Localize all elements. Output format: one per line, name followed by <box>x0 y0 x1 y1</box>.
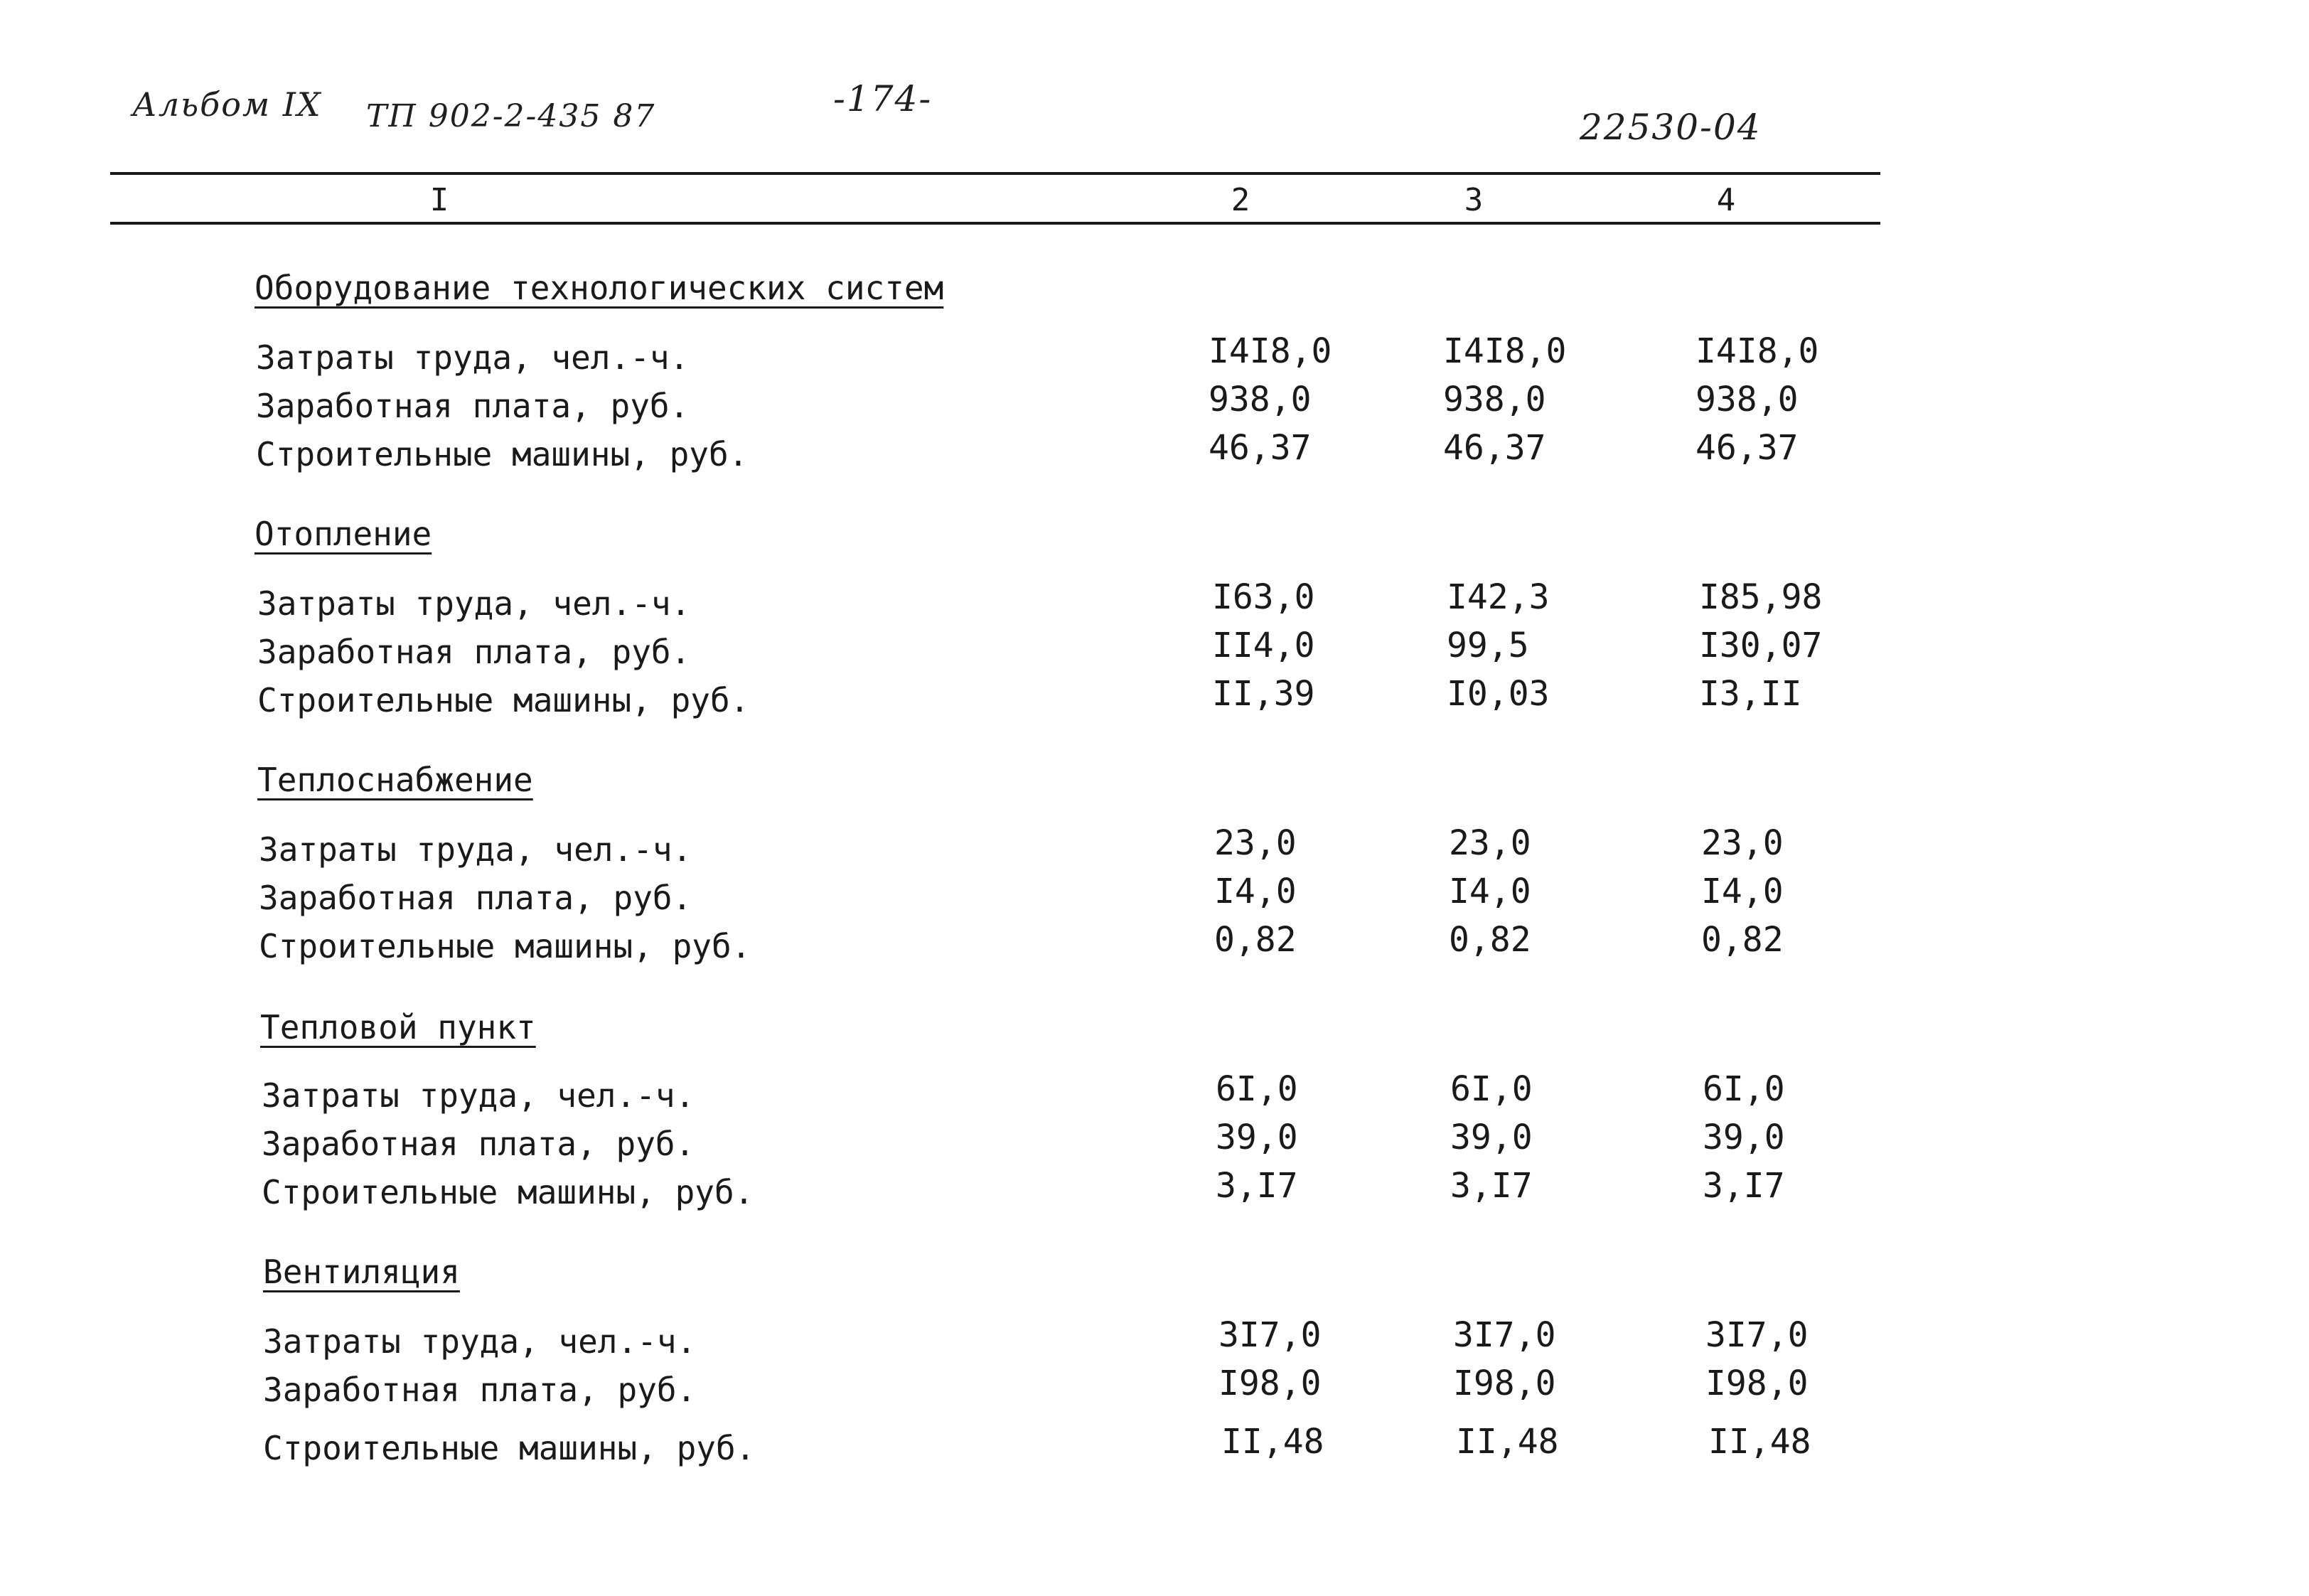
table-cell: I98,0 <box>1218 1364 1322 1403</box>
row-label: Затраты труда, чел.-ч. <box>257 584 691 623</box>
row-label: Заработная плата, руб. <box>263 1371 697 1409</box>
project-code: ТП 902-2-435 87 <box>366 98 656 134</box>
page-number: -174- <box>833 78 933 119</box>
table-cell: II,39 <box>1212 674 1315 714</box>
table-cell: II,48 <box>1221 1422 1324 1462</box>
row-label: Заработная плата, руб. <box>262 1125 695 1163</box>
table-cell: I0,03 <box>1447 674 1550 714</box>
table-cell: 0,82 <box>1214 920 1297 960</box>
table-cell: 46,37 <box>1209 428 1312 468</box>
table-cell: 23,0 <box>1214 823 1297 863</box>
row-label: Заработная плата, руб. <box>259 879 692 917</box>
table-cell: I63,0 <box>1212 577 1315 617</box>
table-cell: I4,0 <box>1701 872 1784 911</box>
row-label: Затраты труда, чел.-ч. <box>262 1076 695 1115</box>
table-cell: 39,0 <box>1216 1118 1298 1157</box>
row-label: Затраты труда, чел.-ч. <box>256 338 690 377</box>
table-cell: I4I8,0 <box>1209 331 1332 371</box>
section-title: Вентиляция <box>263 1253 460 1291</box>
row-label: Строительные машины, руб. <box>262 1173 754 1211</box>
table-cell: I3,II <box>1699 674 1802 714</box>
table-cell: 3I7,0 <box>1453 1315 1556 1355</box>
table-cell: 46,37 <box>1443 428 1546 468</box>
row-label: Затраты труда, чел.-ч. <box>259 830 692 869</box>
section-title: Отопление <box>255 515 432 553</box>
table-cell: 3,I7 <box>1450 1166 1533 1206</box>
table-cell: 23,0 <box>1701 823 1784 863</box>
table-cell: 39,0 <box>1703 1118 1785 1157</box>
section-title: Тепловой пункт <box>260 1008 536 1046</box>
table-cell: I42,3 <box>1447 577 1550 617</box>
table-cell: 938,0 <box>1695 380 1799 419</box>
table-cell: I85,98 <box>1699 577 1823 617</box>
table-cell: 46,37 <box>1695 428 1799 468</box>
column-header-4: 4 <box>1716 182 1736 218</box>
table-cell: 0,82 <box>1449 920 1531 960</box>
table-cell: 938,0 <box>1209 380 1312 419</box>
row-label: Строительные машины, руб. <box>256 435 749 473</box>
table-header-rule <box>110 222 1880 225</box>
row-label: Заработная плата, руб. <box>256 387 690 425</box>
table-cell: II4,0 <box>1212 626 1315 665</box>
table-cell: 3I7,0 <box>1705 1315 1809 1355</box>
column-header-3: 3 <box>1464 182 1484 218</box>
column-header-1: I <box>429 182 449 218</box>
row-label: Заработная плата, руб. <box>257 633 691 671</box>
table-cell: I4,0 <box>1449 872 1531 911</box>
table-cell: I4I8,0 <box>1695 331 1819 371</box>
table-cell: II,48 <box>1708 1422 1811 1462</box>
section-title: Теплоснабжение <box>257 761 533 799</box>
table-cell: 3,I7 <box>1703 1166 1785 1206</box>
table-cell: I4I8,0 <box>1443 331 1567 371</box>
table-cell: 6I,0 <box>1450 1069 1533 1109</box>
table-cell: 3I7,0 <box>1218 1315 1322 1355</box>
table-cell: 6I,0 <box>1703 1069 1785 1109</box>
table-cell: 6I,0 <box>1216 1069 1298 1109</box>
album-label: Альбом IX <box>132 85 322 124</box>
table-cell: I4,0 <box>1214 872 1297 911</box>
table-cell: 938,0 <box>1443 380 1546 419</box>
table-cell: 99,5 <box>1447 626 1529 665</box>
section-title: Оборудование технологических систем <box>255 269 944 307</box>
document-number: 22530-04 <box>1580 107 1762 148</box>
table-cell: 23,0 <box>1449 823 1531 863</box>
row-label: Строительные машины, руб. <box>263 1429 756 1467</box>
table-cell: I98,0 <box>1705 1364 1809 1403</box>
table-cell: 3,I7 <box>1216 1166 1298 1206</box>
table-cell: 0,82 <box>1701 920 1784 960</box>
row-label: Строительные машины, руб. <box>259 927 751 965</box>
table-cell: I98,0 <box>1453 1364 1556 1403</box>
table-cell: 39,0 <box>1450 1118 1533 1157</box>
table-cell: II,48 <box>1456 1422 1559 1462</box>
table-top-rule <box>110 172 1880 175</box>
row-label: Строительные машины, руб. <box>257 681 750 719</box>
row-label: Затраты труда, чел.-ч. <box>263 1322 697 1361</box>
column-header-2: 2 <box>1231 182 1250 218</box>
table-cell: I30,07 <box>1699 626 1823 665</box>
